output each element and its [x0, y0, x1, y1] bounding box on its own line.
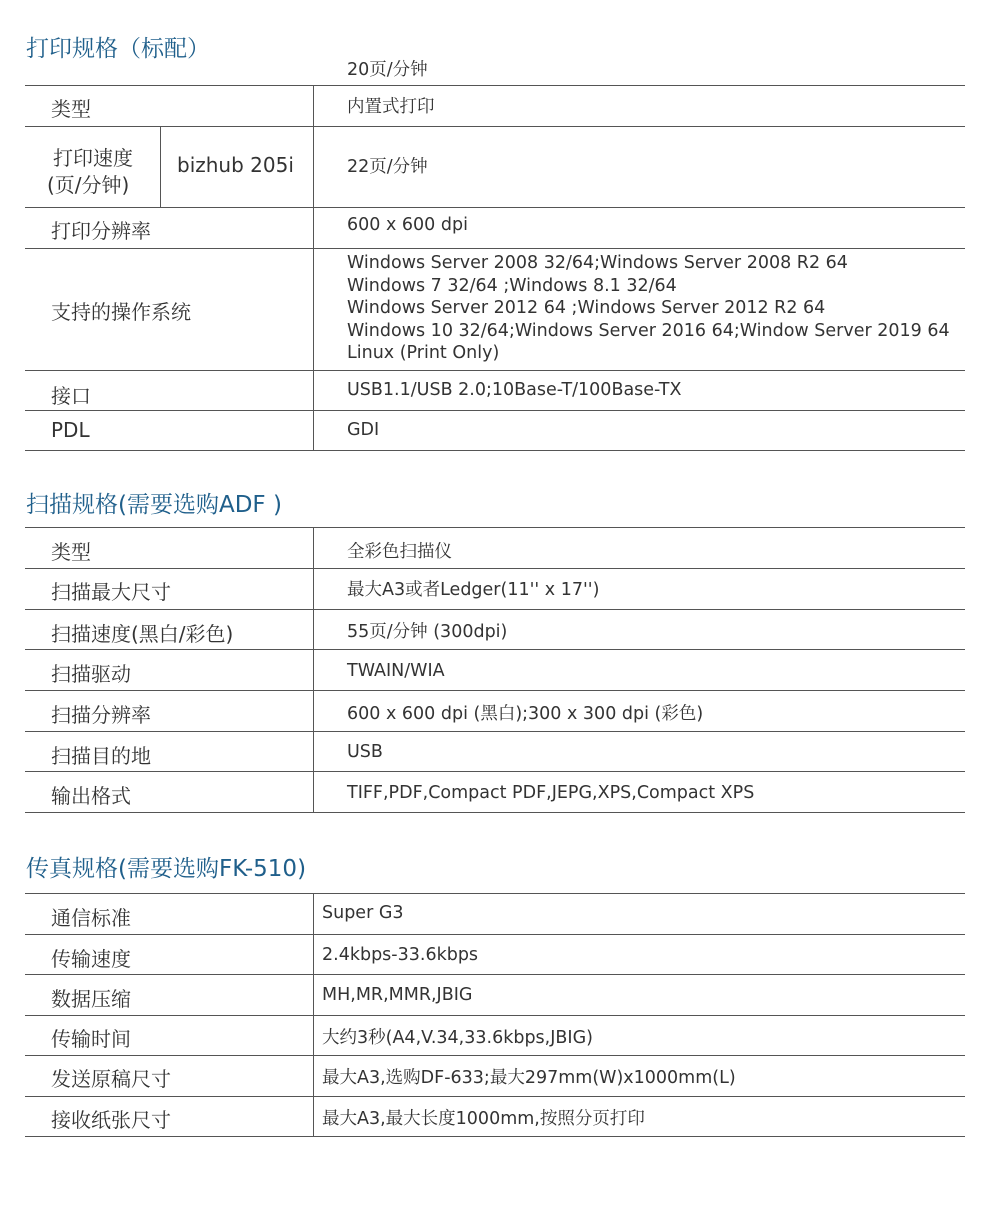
print-resolution-label: 打印分辨率	[51, 219, 151, 243]
table-rule	[25, 1055, 965, 1056]
os-line: Windows Server 2008 32/64;Windows Server 2008 R2 64	[347, 253, 848, 273]
fax-row-value: 2.4kbps-33.6kbps	[322, 945, 479, 965]
scan-row-value: USB	[347, 742, 383, 762]
print-speed-unit-label: (页/分钟)	[47, 173, 130, 197]
scan-row-value: TWAIN/WIA	[347, 661, 445, 681]
scan-row-label: 类型	[51, 540, 91, 564]
table-rule	[25, 207, 965, 208]
table-rule	[25, 609, 965, 610]
table-rule	[25, 893, 965, 894]
table-rule	[25, 527, 965, 528]
fax-row-label: 数据压缩	[51, 987, 131, 1011]
table-rule	[25, 771, 965, 772]
print-type-value: 内置式打印	[347, 97, 435, 117]
table-rule	[25, 731, 965, 732]
table-rule	[25, 934, 965, 935]
scan-row-value: 最大A3或者Ledger(11'' x 17'')	[347, 580, 600, 600]
print-spec-heading: 打印规格（标配）	[26, 36, 210, 62]
fax-spec-heading: 传真规格(需要选购FK-510)	[26, 856, 307, 882]
table-rule	[25, 248, 965, 249]
scan-row-value: TIFF,PDF,Compact PDF,JEPG,XPS,Compact XPS	[347, 783, 755, 803]
table-rule	[25, 126, 965, 127]
table-rule	[25, 812, 965, 813]
pdl-value: GDI	[347, 420, 380, 440]
model-name: bizhub 205i	[177, 153, 294, 177]
table-rule	[25, 1096, 965, 1097]
scan-row-value: 全彩色扫描仪	[347, 542, 452, 562]
fax-row-value: MH,MR,MMR,JBIG	[322, 985, 473, 1005]
print-speed-top-value: 20页/分钟	[347, 60, 428, 80]
print-type-label: 类型	[51, 97, 91, 121]
fax-row-value: 最大A3,最大长度1000mm,按照分页打印	[322, 1109, 645, 1129]
print-resolution-value: 600 x 600 dpi	[347, 215, 468, 235]
fax-row-value: 大约3秒(A4,V.34,33.6kbps,JBIG)	[322, 1028, 593, 1048]
os-list	[347, 252, 950, 365]
scan-row-value: 55页/分钟 (300dpi)	[347, 622, 508, 642]
column-divider	[313, 527, 314, 812]
scan-row-label: 扫描目的地	[51, 744, 151, 768]
table-rule	[25, 1136, 965, 1137]
interface-label: 接口	[51, 384, 91, 408]
fax-row-label: 传输速度	[51, 947, 131, 971]
table-rule	[25, 85, 965, 86]
table-rule	[25, 450, 965, 451]
table-rule	[25, 410, 965, 411]
column-divider	[313, 85, 314, 450]
os-line: Windows 7 32/64 ;Windows 8.1 32/64	[347, 275, 677, 296]
scan-row-label: 扫描驱动	[51, 662, 131, 686]
scan-row-label: 扫描速度(黑白/彩色)	[51, 622, 234, 646]
print-speed-value: 22页/分钟	[347, 157, 428, 177]
table-rule	[25, 568, 965, 569]
fax-row-value: Super G3	[322, 903, 404, 923]
os-line: Linux (Print Only)	[347, 343, 500, 363]
table-rule	[25, 690, 965, 691]
table-rule	[25, 1015, 965, 1016]
column-divider	[313, 893, 314, 1136]
fax-row-label: 发送原稿尺寸	[51, 1067, 171, 1091]
pdl-label: PDL	[51, 418, 90, 442]
column-divider	[160, 126, 161, 207]
table-rule	[25, 974, 965, 975]
scan-spec-heading: 扫描规格(需要选购ADF )	[26, 492, 282, 518]
table-rule	[25, 370, 965, 371]
table-rule	[25, 649, 965, 650]
os-line: Windows 10 32/64;Windows Server 2016 64;Window Server 2019 64	[347, 320, 950, 341]
print-speed-label: 打印速度	[53, 146, 133, 170]
scan-row-label: 扫描分辨率	[51, 703, 151, 727]
scan-row-value: 600 x 600 dpi (黑白);300 x 300 dpi (彩色)	[347, 704, 704, 724]
interface-value: USB1.1/USB 2.0;10Base-T/100Base-TX	[347, 380, 682, 400]
fax-row-label: 接收纸张尺寸	[51, 1108, 171, 1132]
os-line: Windows Server 2012 64 ;Windows Server 2012 R2 64	[347, 298, 826, 318]
fax-row-label: 通信标准	[51, 906, 131, 930]
scan-row-label: 输出格式	[51, 784, 131, 808]
fax-row-value: 最大A3,选购DF-633;最大297mm(W)x1000mm(L)	[322, 1068, 736, 1088]
fax-row-label: 传输时间	[51, 1027, 131, 1051]
scan-row-label: 扫描最大尺寸	[51, 580, 171, 604]
os-label: 支持的操作系统	[51, 300, 191, 324]
